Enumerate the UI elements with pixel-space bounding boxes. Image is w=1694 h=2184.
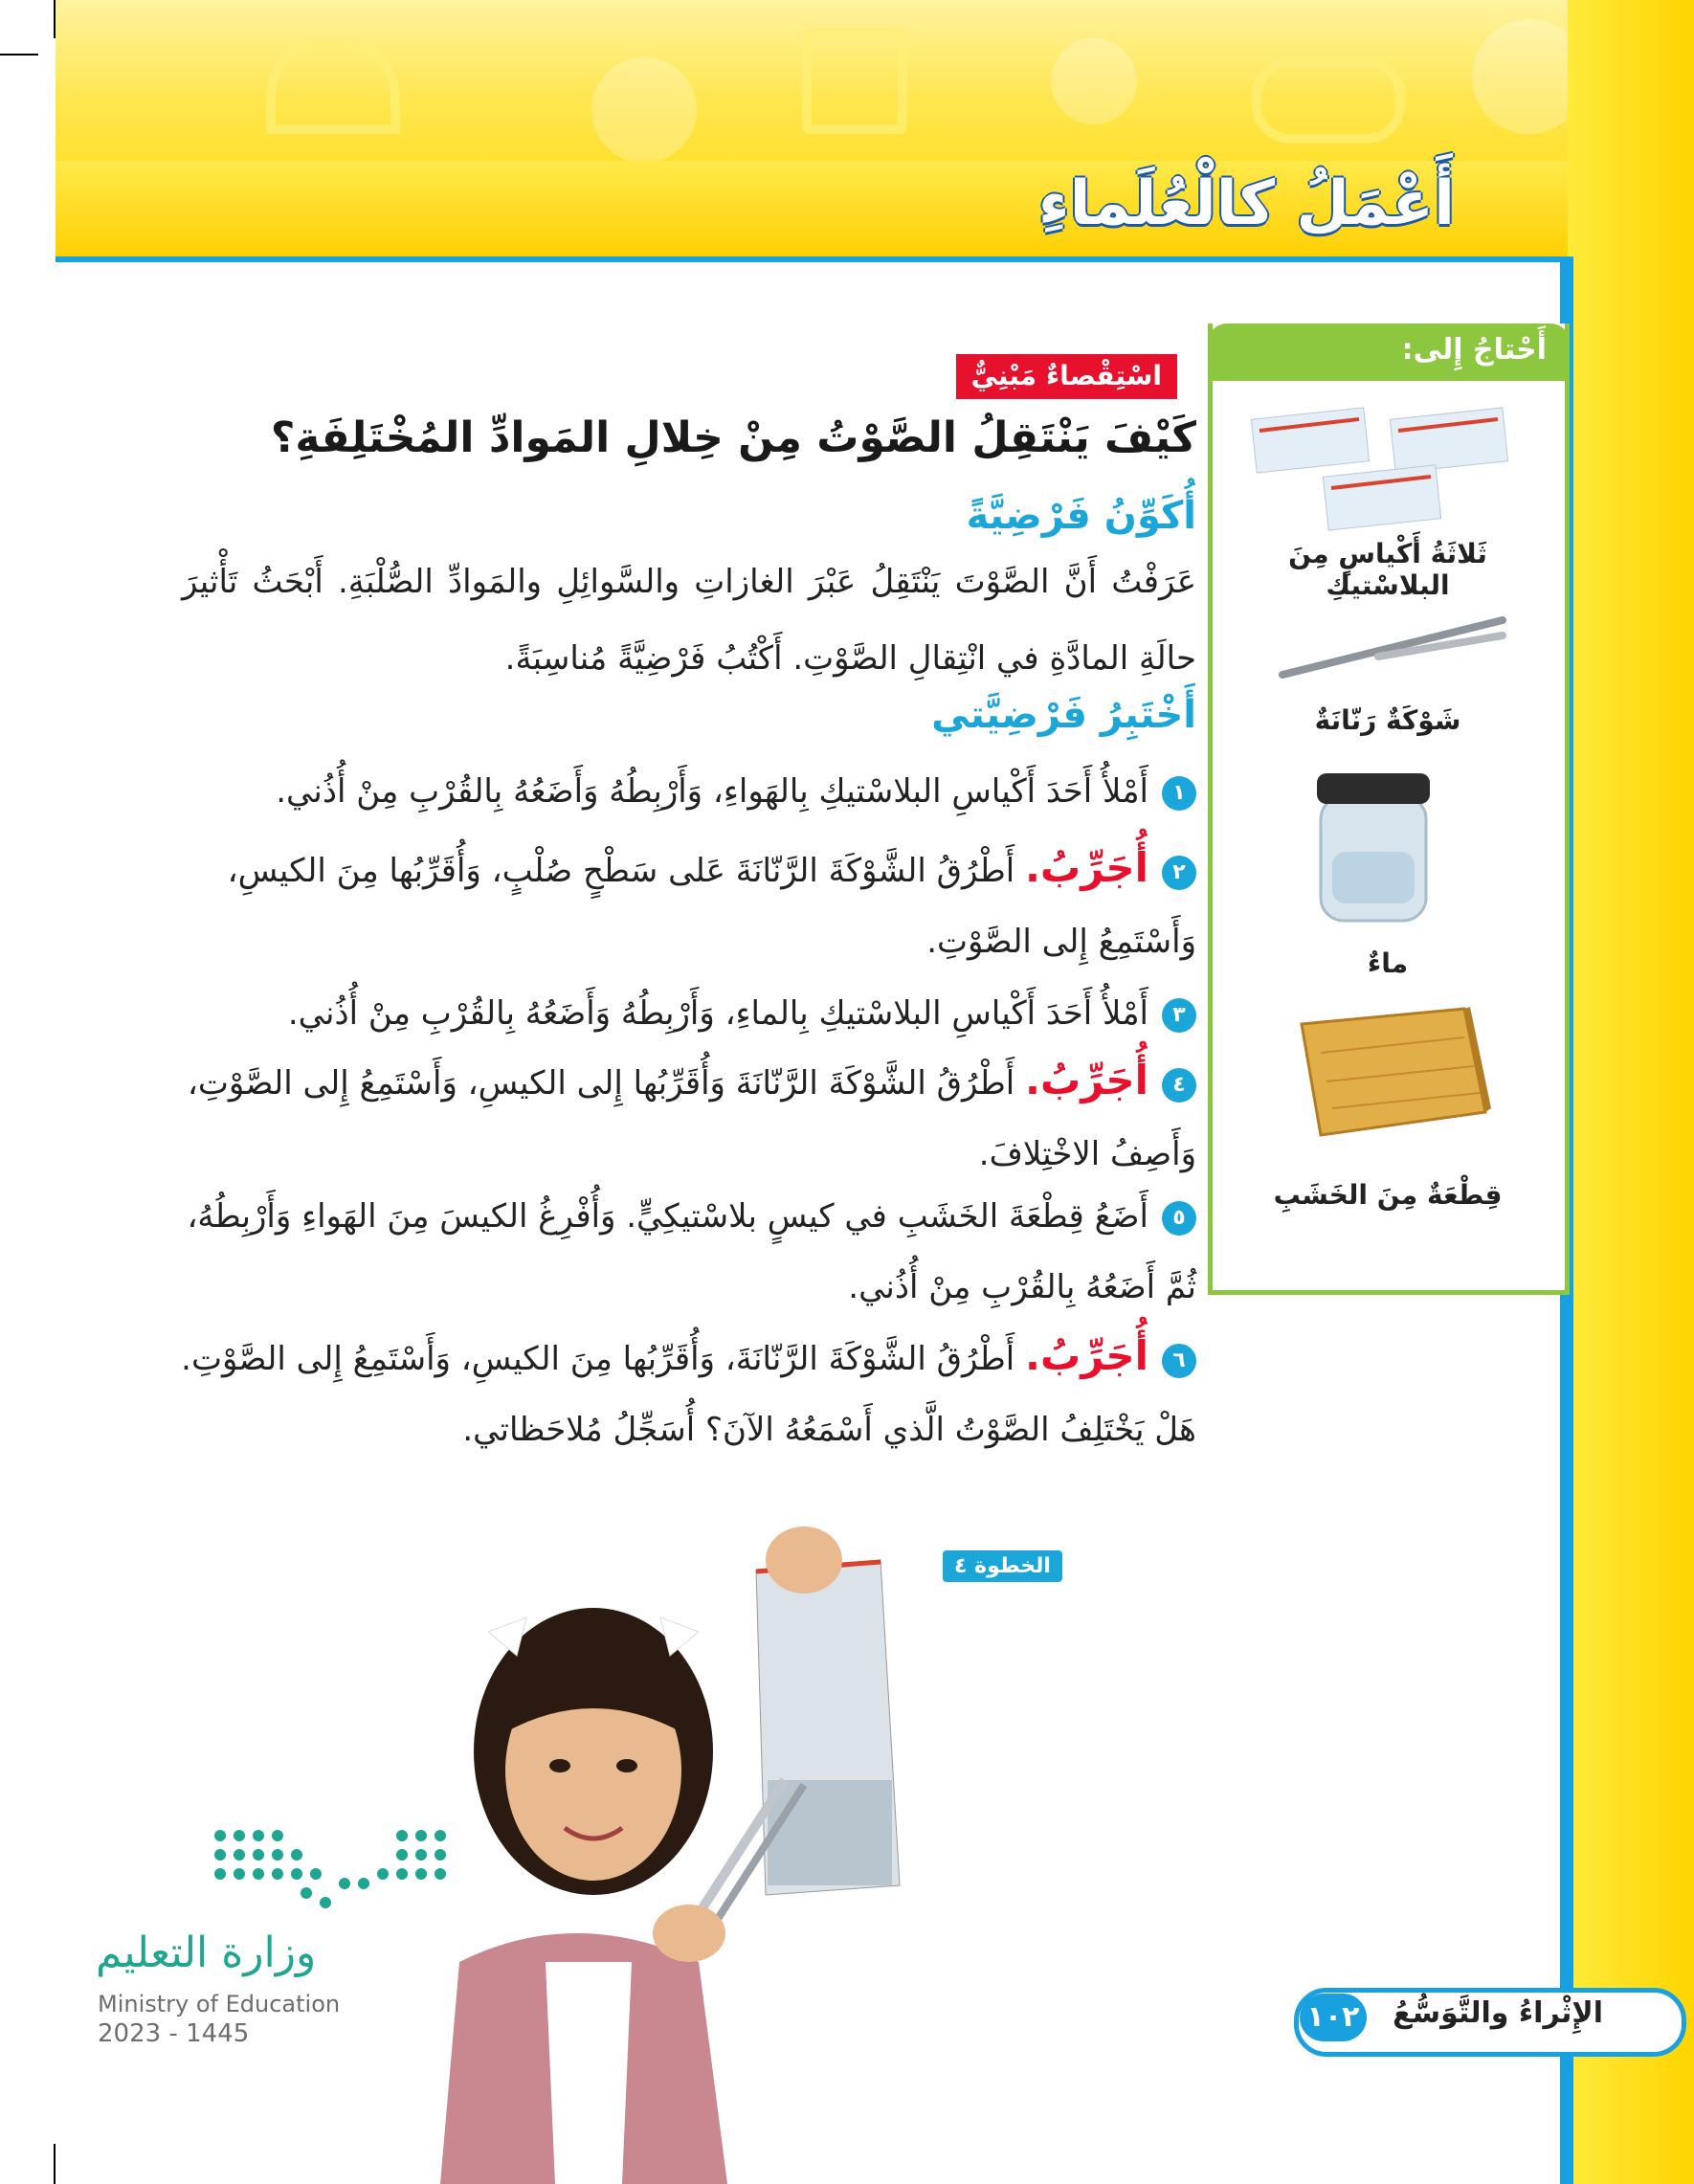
step-item bbox=[163, 756, 1196, 827]
material-label: قِطْعَةٌ مِنَ الخَشَبِ bbox=[1273, 1179, 1503, 1211]
header-decor bbox=[266, 38, 400, 134]
wood-block-icon bbox=[1302, 1007, 1491, 1135]
step-number: ٤ bbox=[1162, 1068, 1196, 1103]
step-number: ٥ bbox=[1162, 1201, 1196, 1236]
ministry-year: 2023 - 1445 bbox=[98, 2019, 250, 2048]
step-text: أَمْلأُ أَحَدَ أَكْياسِ البلاسْتيكِ بِالهَواءِ، وَأَرْبِطُهُ وَأَضَعُهُ بِالقُرْبِ مِنْ أُذُني. bbox=[276, 772, 1148, 811]
girl-photo bbox=[383, 1464, 976, 2184]
header-decor bbox=[591, 57, 697, 163]
step-item bbox=[163, 1321, 1196, 1465]
step-text: أَطْرُقُ الشَّوْكَةَ الرَّنّانَةَ، وَأُقَرِّبُها مِنَ الكيسِ، وَأَسْتَمِعُ إِلى الصَّوْتِ. هَلْ يَخْتَلِفُ الصَّوْتُ الَّذي أَسْمَعُهُ الآنَ؟ أُسَجِّلُ مُلاحَظاتي. bbox=[181, 1340, 1196, 1449]
header-decor bbox=[802, 29, 907, 134]
step-item bbox=[163, 833, 1196, 977]
step-number: ١ bbox=[1162, 776, 1196, 811]
plastic-bag-icon bbox=[1390, 408, 1507, 473]
ministry-name-ar: وزارة التعليم bbox=[96, 1928, 317, 1977]
step-number: ٢ bbox=[1162, 856, 1196, 890]
experiment-label: أُجَرِّبُ. bbox=[1025, 1332, 1148, 1379]
plastic-bag-icon bbox=[756, 1560, 900, 1895]
ministry-dots-icon bbox=[214, 1830, 446, 1908]
materials-heading: أَحْتاجُ إِلى: bbox=[1401, 333, 1547, 367]
page-number: ١٠٢ bbox=[1300, 1994, 1367, 2041]
tuning-fork-icon bbox=[1282, 620, 1503, 675]
water-jar-image bbox=[1311, 766, 1436, 928]
material-label: شَوْكَةٌ رَنّانَةٌ bbox=[1314, 704, 1461, 736]
test-heading: أَخْتَبِرُ فَرْضِيَّتي bbox=[931, 693, 1196, 737]
inquiry-badge: اسْتِقْصاءٌ مَبْنِيٌّ bbox=[956, 354, 1177, 399]
tuning-fork-image bbox=[1273, 603, 1512, 689]
step-text: أَضَعُ قِطْعَةَ الخَشَبِ في كيسٍ بلاسْتيكِيٍّ. وَأُفْرِغُ الكيسَ مِنَ الهَواءِ وَأَرْبِطُهُ، ثُمَّ أَضَعُهُ بِالقُرْبِ مِنْ أُذُني. bbox=[187, 1197, 1196, 1306]
materials-header bbox=[1208, 323, 1570, 381]
ministry-logo bbox=[211, 1816, 459, 1912]
footer-section: الإِثْراءُ والتَّوَسُّعُ bbox=[1393, 1996, 1603, 2030]
plastic-bags-image bbox=[1235, 402, 1531, 536]
step-number: ٣ bbox=[1162, 998, 1196, 1033]
header-edge bbox=[56, 256, 1573, 262]
step-text: أَطْرُقُ الشَّوْكَةَ الرَّنّانَةَ وَأُقَرِّبُها إِلى الكيسِ، وَأَسْتَمِعُ إِلى الصَّوْتِ، وَأَصِفُ الاخْتِلافَ. bbox=[187, 1064, 1196, 1173]
header-decor bbox=[1252, 57, 1405, 144]
step-item bbox=[163, 1181, 1196, 1323]
question-title: كَيْفَ يَنْتَقِلُ الصَّوْتُ مِنْ خِلالِ المَوادِّ المُخْتَلِفَةِ؟ bbox=[270, 413, 1196, 462]
step-tag: الخطوة ٤ bbox=[943, 1550, 1062, 1582]
right-border bbox=[1568, 0, 1694, 2184]
girl-figure-icon bbox=[440, 1608, 727, 2184]
water-jar-icon bbox=[1317, 773, 1430, 921]
plastic-bag-icon bbox=[1251, 408, 1369, 473]
material-label: ثَلاثَةُ أَكْياسٍ مِنَ البلاسْتيكِ bbox=[1288, 538, 1487, 601]
experiment-label: أُجَرِّبُ. bbox=[1025, 844, 1148, 891]
step-item bbox=[163, 1045, 1196, 1190]
plastic-bag-icon bbox=[1323, 465, 1440, 530]
crop-mark bbox=[54, 2144, 56, 2184]
header-decor bbox=[1051, 38, 1137, 124]
wood-block-image bbox=[1282, 1005, 1503, 1148]
step-number: ٦ bbox=[1162, 1344, 1196, 1378]
material-label: ماءٌ bbox=[1367, 947, 1409, 979]
hypothesis-text: عَرَفْتُ أَنَّ الصَّوْتَ يَنْتَقِلُ عَبْرَ الغازاتِ والسَّوائِلِ والمَوادِّ الصُّلْبَةِ. أَبْحَثُ تَأْثيرَ حالَةِ المادَّةِ في انْتِقالِ الصَّوْتِ. أَكْتُبُ فَرْضِيَّةً مُناسِبَةً. bbox=[182, 563, 1196, 678]
page-title: أَعْمَلُ كالْعُلَماءِ bbox=[1037, 168, 1455, 239]
step-text: أَطْرُقُ الشَّوْكَةَ الرَّنّانَةَ عَلى سَطْحٍ صُلْبٍ، وَأُقَرِّبُها مِنَ الكيسِ، وَأَسْتَمِعُ إِلى الصَّوْتِ. bbox=[227, 852, 1196, 961]
crop-mark bbox=[0, 54, 38, 56]
ministry-name-en: Ministry of Education bbox=[98, 1991, 341, 2017]
step-text: أَمْلأُ أَحَدَ أَكْياسِ البلاسْتيكِ بِالماءِ، وَأَرْبِطُهُ وَأَضَعُهُ بِالقُرْبِ مِنْ أُذُني. bbox=[287, 994, 1148, 1033]
hypothesis-heading: أُكَوِّنُ فَرْضِيَّةً bbox=[966, 494, 1196, 538]
step-item bbox=[163, 978, 1196, 1049]
experiment-label: أُجَرِّبُ. bbox=[1025, 1057, 1148, 1103]
